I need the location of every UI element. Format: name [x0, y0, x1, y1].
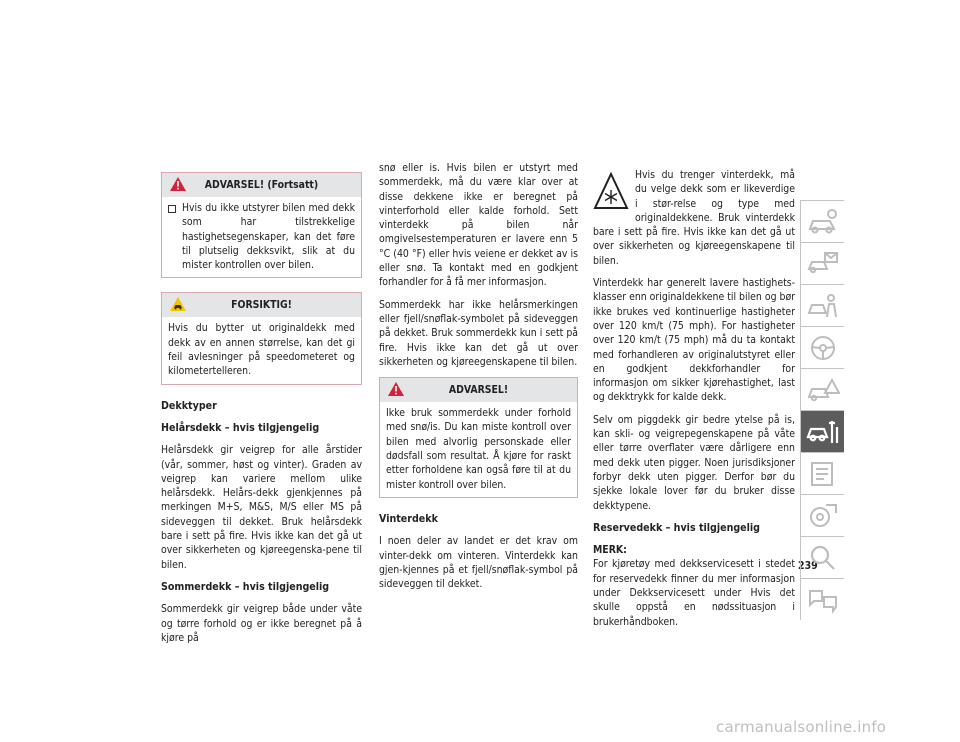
- heading-tire-types: Dekktyper: [161, 399, 217, 412]
- warning-triangle-icon: [169, 176, 187, 192]
- service-list-icon: [806, 459, 840, 489]
- tab-service-list[interactable]: [800, 452, 844, 494]
- tab-multimedia[interactable]: [800, 494, 844, 536]
- caution-text: Hvis du bytter ut originaldekk med dekk av en annen størrelse, kan det gi feil avlesninger på speedometeret og kilometertelleren.: [168, 322, 355, 378]
- warning-title: ADVARSEL!: [448, 384, 509, 396]
- heading-summer: Sommerdekk – hvis tilgjengelig: [161, 580, 330, 593]
- caution-box: [161, 292, 362, 384]
- studded-text: Selv om piggdekk gir bedre ytelse på is, kan skli- og veigrepegenskapene på våte eller tørre overflater være dårligere enn med dekk uten pigger. Noen jurisdiksjoner forbyr dekk uten pigger. Derfor bør du sjekke lokale lover før du bruker disse dekktypene.: [593, 413, 795, 512]
- watermark: carmanualsonline.info: [716, 718, 887, 736]
- winter-choose-text: [593, 168, 795, 268]
- caution-title: FORSIKTIG!: [231, 299, 292, 312]
- warning-continued-title: ADVARSEL! (Fortsatt): [204, 178, 319, 191]
- tab-search[interactable]: [800, 536, 844, 578]
- warning-text: Ikke bruk sommerdekk under forhold med snø/is. Du kan miste kontroll over bilen med alvorlig personskade eller dødsfall som resultat. Å kjøre for raskt etter forholdene kan også føre til at du mister kontroll over bilen.: [386, 407, 571, 491]
- summer-marking-text: Sommerdekk har ikke helårsmerkingen eller fjell/snøflak-symbolet på sideveggen på dekket. Bruk sommerdekk kun i sett på fire. Hvis ikke kan det gå ut over sikkerheten og kjøreegenskapene til bilen.: [379, 298, 578, 368]
- heading-all-season: Helårsdekk – hvis tilgjengelig: [161, 421, 320, 434]
- tab-language[interactable]: [800, 578, 844, 620]
- summer-text: Sommerdekk gir veigrep både under våte og tørre forhold og er ikke beregnet på å kjøre på: [161, 603, 362, 644]
- car-warning-icon: [806, 375, 840, 405]
- winter-speed-text: Vinterdekk har generelt lavere hastighets-klasser enn originaldekkene til bilen og bør ikke brukes ved kontinuerlige hastigheter over 120 km/t (75 mph). For hastigheter over 120 km/t (75 mph) må du ta kontakt med forhandleren av originalutstyret eller en godkjent dekkforhandler for informasjon om sikker kjørehastighet, last og dekktrykk for kalde dekk.: [593, 277, 795, 404]
- car-wrench-icon: [806, 417, 840, 447]
- note-text: For kjøretøy med dekkservicesett i stedet for reservedekk finner du mer informasjon under Dekkservicesett under Hvis det skulle oppstå en nødssituasjon i brukerhåndboken.: [593, 558, 795, 628]
- caution-car-icon: [169, 296, 187, 312]
- column-middle: [379, 161, 578, 599]
- car-seatbelt-icon: [806, 291, 840, 321]
- tab-car-info[interactable]: [800, 200, 844, 242]
- tab-steering[interactable]: [800, 326, 844, 368]
- summer-continued-text: snø eller is. Hvis bilen er utstyrt med sommerdekk, må du være klar over at disse dekkene ikke er beregnet på vinterforhold eller kalde forhold. Sett vinterdekk på bilen når omgivelsestemperaturen er lavere enn 5 °C (40 °F) eller hvis veiene er dekket av is eller snø. Ta kontakt med en godkjent forhandler for å få mer informasjon.: [379, 162, 578, 289]
- warning-box: [379, 377, 578, 498]
- mountain-snowflake-icon: [593, 168, 629, 218]
- search-icon: [806, 543, 840, 573]
- warning-bullet: [168, 201, 355, 272]
- language-icon: [806, 585, 840, 615]
- tab-car-warning[interactable]: [800, 368, 844, 410]
- column-right: [593, 168, 795, 637]
- tab-car-wrench[interactable]: [800, 410, 844, 452]
- chapter-tabs: [800, 200, 844, 620]
- caution-header: [162, 293, 361, 317]
- steering-wheel-icon: [806, 333, 840, 363]
- warning-continued-box: [161, 172, 362, 278]
- warning-header: [380, 378, 577, 402]
- warning-continued-header: [162, 173, 361, 197]
- car-envelope-icon: [806, 249, 840, 279]
- tab-car-seatbelt[interactable]: [800, 284, 844, 326]
- bullet-square-icon: [168, 205, 176, 213]
- all-season-text: Helårsdekk gir veigrep for alle årstider (vår, sommer, høst og vinter). Graden av veigrep kan variere mellom ulike helårsdekk. Helårs-dekk gjenkjennes på merkingen M+S, M&S, M/S eller MS på sideveggen til dekket. Bruk helårsdekk bare i sett på fire. Hvis ikke kan det gå ut over sikkerheten og kjøreegenska-pene til bilen.: [161, 444, 362, 571]
- note-label: MERK:: [593, 544, 627, 557]
- multimedia-icon: [806, 501, 840, 531]
- winter-choose-body: Hvis du trenger vinterdekk, må du velge dekk som er likeverdige i stør-relse og type med originaldekkene. Bruk vinterdekk bare i sett på fire. Hvis ikke kan det gå ut over sikkerheten og kjøreegenskapene til bilen.: [593, 169, 795, 267]
- column-left: [161, 172, 362, 653]
- tab-car-envelope[interactable]: [800, 242, 844, 284]
- warning-triangle-icon: [387, 381, 405, 397]
- heading-winter: Vinterdekk: [379, 512, 438, 525]
- page-number: 239: [798, 560, 818, 572]
- heading-spare: Reservedekk – hvis tilgjengelig: [593, 521, 761, 534]
- car-info-icon: [806, 207, 840, 237]
- winter-text: I noen deler av landet er det krav om vinter-dekk om vinteren. Vinterdekk kan gjen-kjennes på et fjell/snøflak-symbol på sideveggen til dekket.: [379, 535, 578, 591]
- warning-bullet-text: Hvis du ikke utstyrer bilen med dekk som har tilstrekkelige hastighetsegenskaper, kan det føre til plutselig dekksvikt, slik at du mister kontrollen over bilen.: [182, 202, 355, 272]
